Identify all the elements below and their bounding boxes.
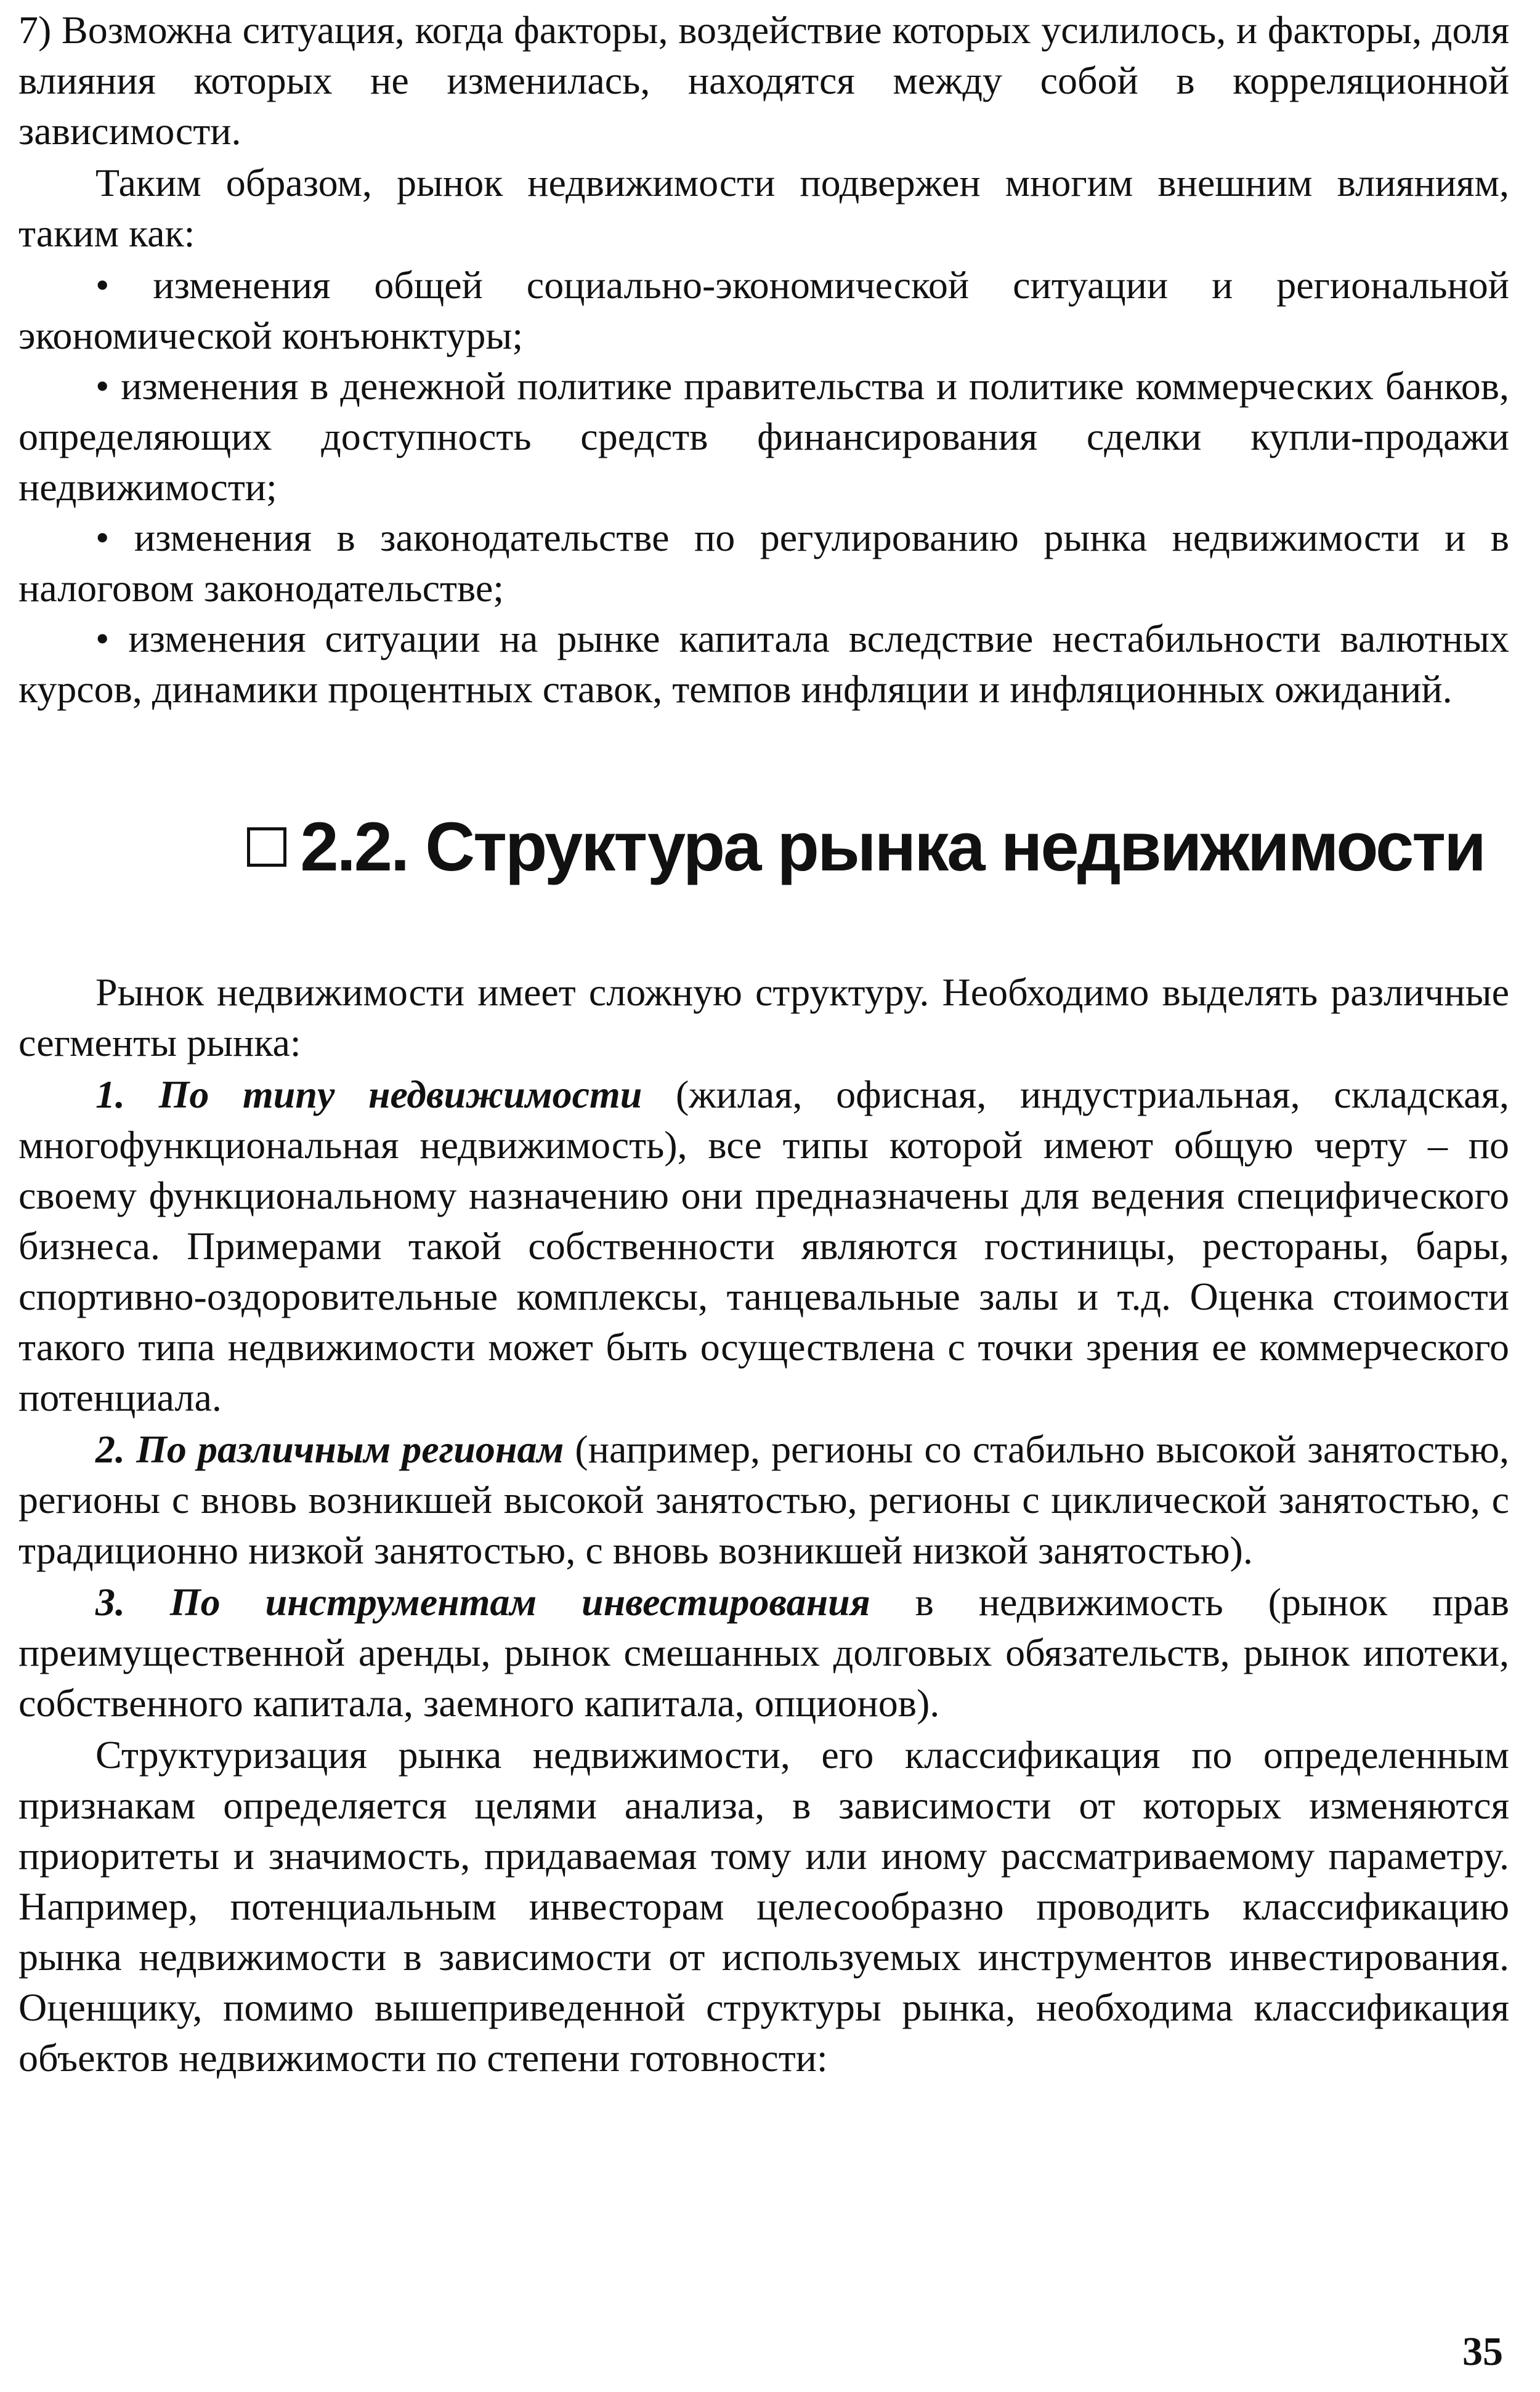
list-item-text: (жилая, офисная, индустриальная, складская, многофункциональная недвижимость), все типы которой имеют общую черту – по своему функциональному назначению они предназначены для ведения специфического бизнеса. Примерами такой собственности являются гостиницы, рестораны, бары, спортивно-оздоровительные комплексы, танцевальные залы и т.д. Оценка стоимости такого типа недвижимости может быть осуществлена с точки зрения ее коммерческого потенциала.: [18, 1072, 1510, 1419]
list-item-label: 3. По инструментам инвестирования: [95, 1580, 870, 1624]
paragraph-structuring: Структуризация рынка недвижимости, его классификация по определенным признакам определяется целями анализа, в зависимости от которых изменяются приоритеты и значимость, придаваемая тому или иному рассматриваемому параметру. Например, потенциальным инвесторам целесообразно проводить классификацию рынка недвижимости в зависимости от используемых инструментов инвестирования. Оценщику, помимо вышеприведенной структуры рынка, необходима классификация объектов недвижимости по степени готовности:: [18, 1733, 1509, 2080]
section-title: 2.2. Структура рынка недвижимости: [300, 808, 1485, 885]
bullet-item: • изменения в денежной политике правительства и политике коммерческих банков, определяющих доступность средств финансирования сделки купли-продажи недвижимости;: [18, 364, 1509, 509]
list-item-by-type: [18, 1069, 1509, 1423]
page-content: [18, 5, 1509, 2085]
list-item-label: 2. По различным регионам: [95, 1427, 564, 1471]
paragraph-item-7: 7) Возможна ситуация, когда факторы, воздействие которых усилилось, и факторы, доля влияния которых не изменилась, находятся между собой в корреляционной зависимости.: [18, 8, 1509, 153]
paragraph-structure: Рынок недвижимости имеет сложную структуру. Необходимо выделять различные сегменты рынка:: [18, 970, 1509, 1064]
square-bullet-icon: [247, 827, 286, 867]
bullet-item: • изменения в законодательстве по регулированию рынка недвижимости и в налоговом законодательстве;: [18, 516, 1509, 610]
list-item-label: 1. По типу недвижимости: [95, 1072, 642, 1116]
list-item-by-region: [18, 1424, 1509, 1576]
paragraph-lead: Таким образом, рынок недвижимости подвержен многим внешним влияниям, таким как:: [18, 161, 1509, 255]
list-item-text: в недвижимость (рынок прав преимущественной аренды, рынок смешанных долговых обязательств, рынок ипотеки, собственного капитала, заемного капитала, опционов).: [18, 1580, 1510, 1725]
bullet-item: • изменения общей социально-экономической ситуации и региональной экономической конъюнктуры;: [18, 263, 1509, 357]
list-item-by-instrument: [18, 1577, 1509, 1729]
section-heading: [18, 807, 1509, 887]
bullet-item: • изменения ситуации на рынке капитала вследствие нестабильности валютных курсов, динамики процентных ставок, темпов инфляции и инфляционных ожиданий.: [18, 617, 1509, 711]
page-number: 35: [1462, 2329, 1503, 2374]
list-item-text: (например, регионы со стабильно высокой занятостью, регионы с вновь возникшей высокой занятостью, регионы с циклической занятостью, с традиционно низкой занятостью, с вновь возникшей низкой занятостью).: [18, 1427, 1510, 1572]
